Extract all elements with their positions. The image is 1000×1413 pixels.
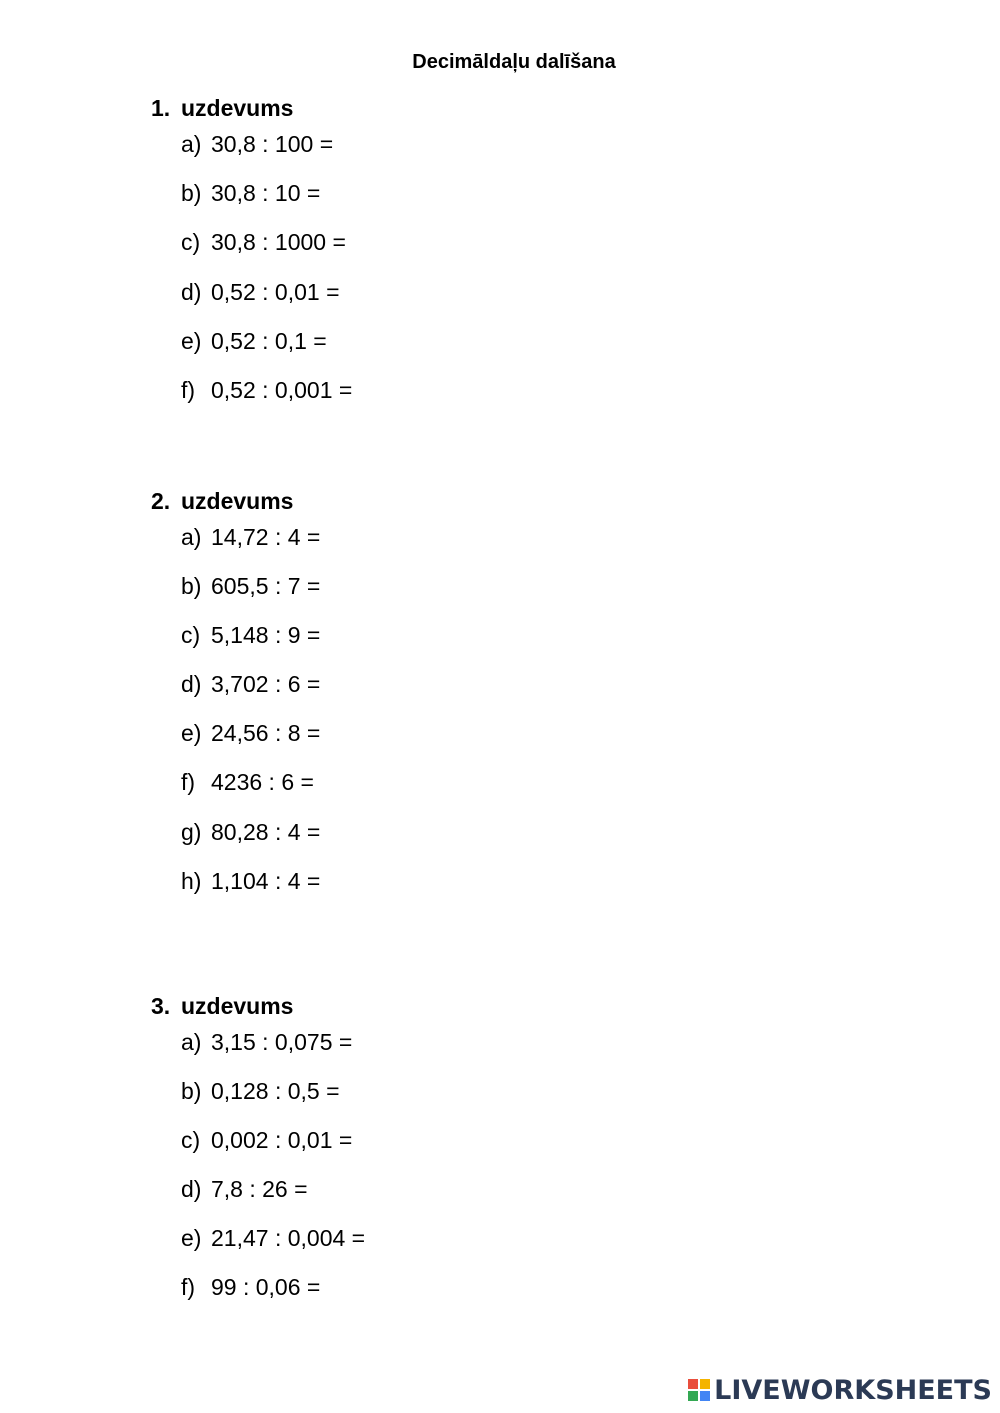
item-expression: 605,5 : 7 = [211,573,321,599]
item-letter: e) [181,1225,202,1251]
exercise-item [181,1273,320,1301]
task-number: 2. [151,488,171,514]
exercise-item [181,278,340,306]
exercise-item [181,523,320,551]
task-heading-label: uzdevums [181,993,294,1019]
logo-square-red [688,1379,698,1389]
item-letter: b) [181,180,202,206]
item-expression: 80,28 : 4 = [211,819,321,845]
liveworksheets-logo [688,1375,992,1405]
item-letter: f) [181,769,196,795]
item-expression: 3,15 : 0,075 = [211,1029,353,1055]
item-expression: 24,56 : 8 = [211,720,321,746]
item-letter: h) [181,868,202,894]
item-letter: c) [181,229,201,255]
item-expression: 0,52 : 0,001 = [211,377,353,403]
exercise-item [181,1077,340,1105]
item-letter: d) [181,1176,202,1202]
item-expression: 4236 : 6 = [211,769,314,795]
item-expression: 5,148 : 9 = [211,622,321,648]
item-letter: e) [181,720,202,746]
exercise-item [181,670,320,698]
logo-square-blue [700,1391,710,1401]
task-number: 3. [151,993,171,1019]
exercise-item [181,867,320,895]
task-heading-3 [151,992,293,1020]
item-expression: 30,8 : 1000 = [211,229,346,255]
item-letter: a) [181,131,202,157]
task-heading-label: uzdevums [181,488,294,514]
item-letter: f) [181,1274,196,1300]
item-letter: a) [181,1029,202,1055]
item-expression: 0,128 : 0,5 = [211,1078,340,1104]
page-title: Decimāldaļu dalīšana [412,51,616,73]
item-expression: 99 : 0,06 = [211,1274,321,1300]
exercise-item [181,327,327,355]
exercise-item [181,179,320,207]
exercise-item [181,818,320,846]
exercise-item [181,376,352,404]
exercise-item [181,228,346,256]
item-expression: 3,702 : 6 = [211,671,321,697]
item-letter: b) [181,573,202,599]
logo-square-green [688,1391,698,1401]
exercise-item [181,621,320,649]
item-expression: 0,52 : 0,01 = [211,279,340,305]
exercise-item [181,572,320,600]
exercise-item [181,1028,352,1056]
exercise-item [181,1126,352,1154]
task-heading-1 [151,94,293,122]
item-expression: 0,52 : 0,1 = [211,328,327,354]
item-letter: f) [181,377,196,403]
item-expression: 1,104 : 4 = [211,868,321,894]
liveworksheets-logo-icon [688,1379,710,1401]
item-letter: e) [181,328,202,354]
item-letter: d) [181,279,202,305]
item-letter: g) [181,819,202,845]
logo-square-yellow [700,1379,710,1389]
item-expression: 21,47 : 0,004 = [211,1225,366,1251]
exercise-item [181,1224,365,1252]
exercise-item [181,768,314,796]
task-number: 1. [151,95,171,121]
item-letter: a) [181,524,202,550]
item-expression: 0,002 : 0,01 = [211,1127,353,1153]
task-heading-2 [151,487,293,515]
task-heading-label: uzdevums [181,95,294,121]
item-letter: c) [181,622,201,648]
exercise-item [181,1175,308,1203]
item-letter: d) [181,671,202,697]
item-expression: 14,72 : 4 = [211,524,321,550]
item-letter: b) [181,1078,202,1104]
exercise-item [181,719,320,747]
logo-text: LIVEWORKSHEETS [714,1374,992,1406]
item-letter: c) [181,1127,201,1153]
item-expression: 30,8 : 10 = [211,180,321,206]
item-expression: 7,8 : 26 = [211,1176,308,1202]
exercise-item [181,130,333,158]
item-expression: 30,8 : 100 = [211,131,334,157]
